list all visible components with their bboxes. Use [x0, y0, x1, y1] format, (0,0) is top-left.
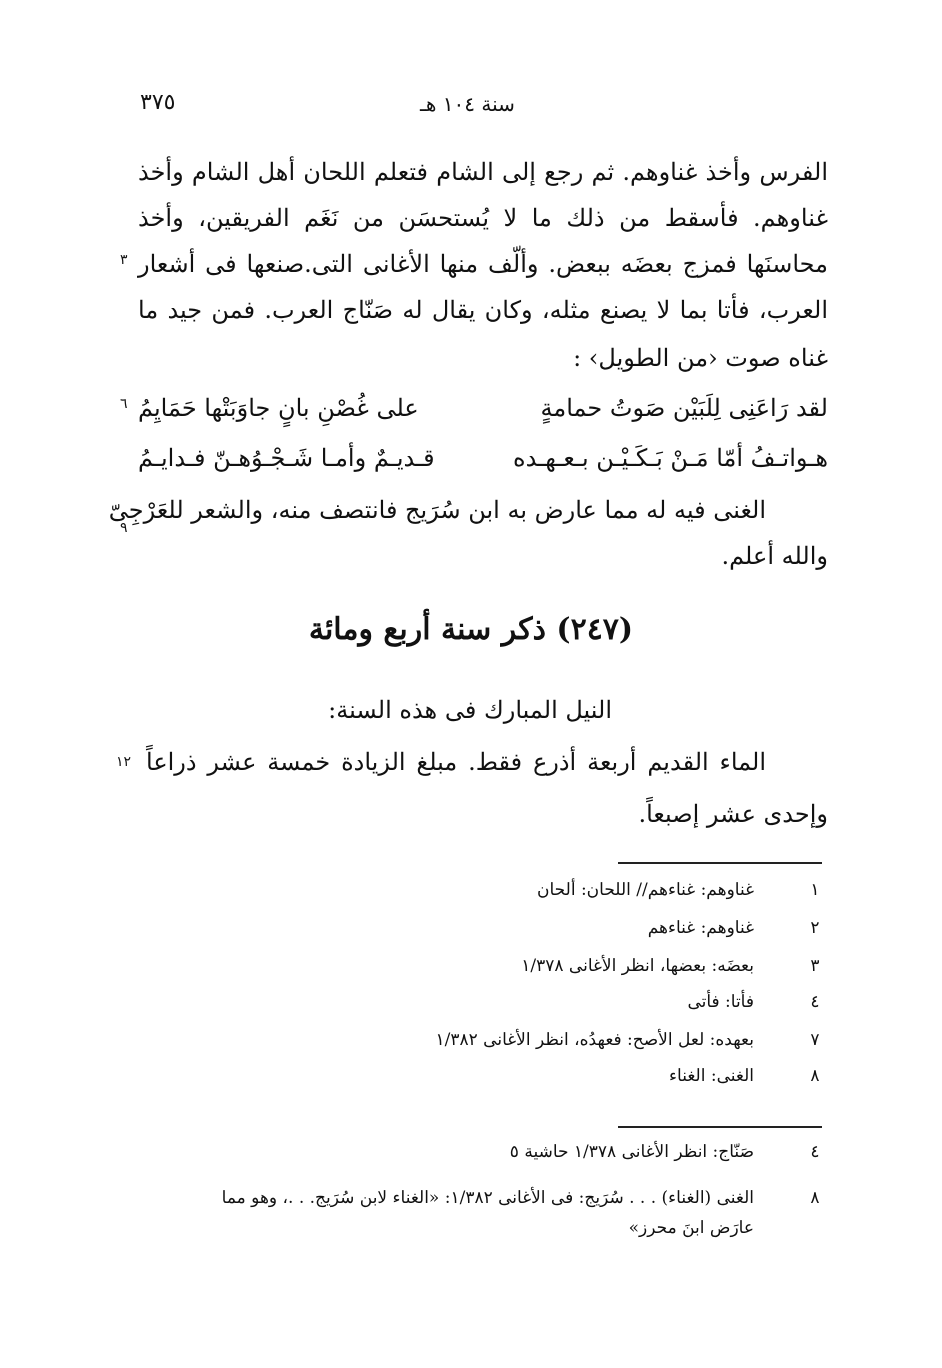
margin-number-9: ٩	[120, 520, 128, 536]
footnote-text: بعضَه: بعضها، انظر الأغانى ١/٣٧٨	[521, 956, 754, 976]
verse-2-second-hemistich: قـديـمٌ وأمـا شَـجْـوُهـنّ فـدايـمُ	[138, 444, 435, 472]
verse-1-second-hemistich: على غُصْنِ بانٍ جاوَبَتْها حَمَايِمُ	[138, 394, 419, 422]
nile-line-2: وإحدى عشر إصبعاً.	[638, 800, 828, 828]
margin-number-3: ٣	[120, 252, 128, 268]
footnote-number: ٧	[810, 1030, 820, 1050]
footnote-separator-2	[618, 1126, 822, 1128]
body-line-1: الفرس وأخذ غناوهم. ثم رجع إلى الشام فتعلم اللحان أهل الشام وأخذ	[138, 158, 828, 186]
body-line-4: العرب، فأتا بما لا يصنع مثله، وكان يقال له صَنّاج العرب. فمن جيد ما	[138, 296, 828, 324]
body-line-2: غناوهم. فأسقط من ذلك ما لا يُستحسَن من نَغَم الفريقين، وأخذ	[138, 204, 828, 232]
footnote-number: ٣	[810, 956, 820, 976]
running-title: سنة ١٠٤ هـ	[420, 92, 515, 116]
margin-number-12: ١٢	[116, 754, 132, 770]
footnote-number: ٤	[810, 992, 820, 1012]
footnote-text: صَنّاج: انظر الأغانى ١/٣٧٨ حاشية ٥	[509, 1142, 754, 1162]
footnote-number: ٢	[810, 918, 820, 938]
margin-number-6: ٦	[120, 396, 128, 412]
footnote-number: ٤	[810, 1142, 820, 1162]
nile-line-1: الماء القديم أربعة أذرع فقط. مبلغ الزيادة خمسة عشر ذراعاً	[146, 748, 766, 776]
footnote-text: الغنى: الغناء	[669, 1066, 754, 1086]
footnote-text: بعهده: لعل الأصح: فعهدُه، انظر الأغانى ١/٣٨٢	[435, 1030, 754, 1050]
verse-2-first-hemistich: هـواتـفُ أمّا مَـنْ بَـكَـيْـن بـعـهـده	[513, 444, 828, 472]
footnote-text-continued: عارَض ابنَ محرز»	[628, 1218, 754, 1238]
footnote-text: غناوهم: غناءهم// اللحان: ألحان	[537, 880, 754, 900]
body-line-3: محاسنَها فمزج بعضَه ببعض. وألّف منها الأغانى التى.صنعها فى أشعار	[138, 250, 828, 278]
footnote-text: فأتا: فأتى	[687, 992, 754, 1012]
footnote-text: الغنى (الغناء) . . . سُرَيج: فى الأغانى ١/٣٨٢: «الغناء لابن سُرَيج. . .، وهو مما	[221, 1188, 754, 1208]
body-line-after-verses-1: الغنى فيه له مما عارض به ابن سُرَيج فانتصف منه، والشعر للعَرْجِىّ	[108, 496, 766, 524]
verse-1-first-hemistich: لقد رَاعَنِى لِلَبَيْن صَوتُ حمامةٍ	[540, 394, 828, 422]
section-title: (٢٤٧) ذكر سنة أربع ومائة	[308, 612, 634, 647]
body-line-after-verses-2: والله أعلم.	[721, 542, 828, 570]
footnote-text: غناوهم: غناءهم	[647, 918, 754, 938]
footnote-number: ٨	[810, 1066, 820, 1086]
body-line-5: غناه صوت ‹من الطويل› :	[573, 344, 828, 372]
footnote-number: ١	[810, 880, 820, 900]
page-number: ٣٧٥	[140, 90, 176, 115]
nile-heading: النيل المبارك فى هذه السنة:	[328, 696, 612, 724]
footnote-number: ٨	[810, 1188, 820, 1208]
footnote-separator	[618, 862, 822, 864]
